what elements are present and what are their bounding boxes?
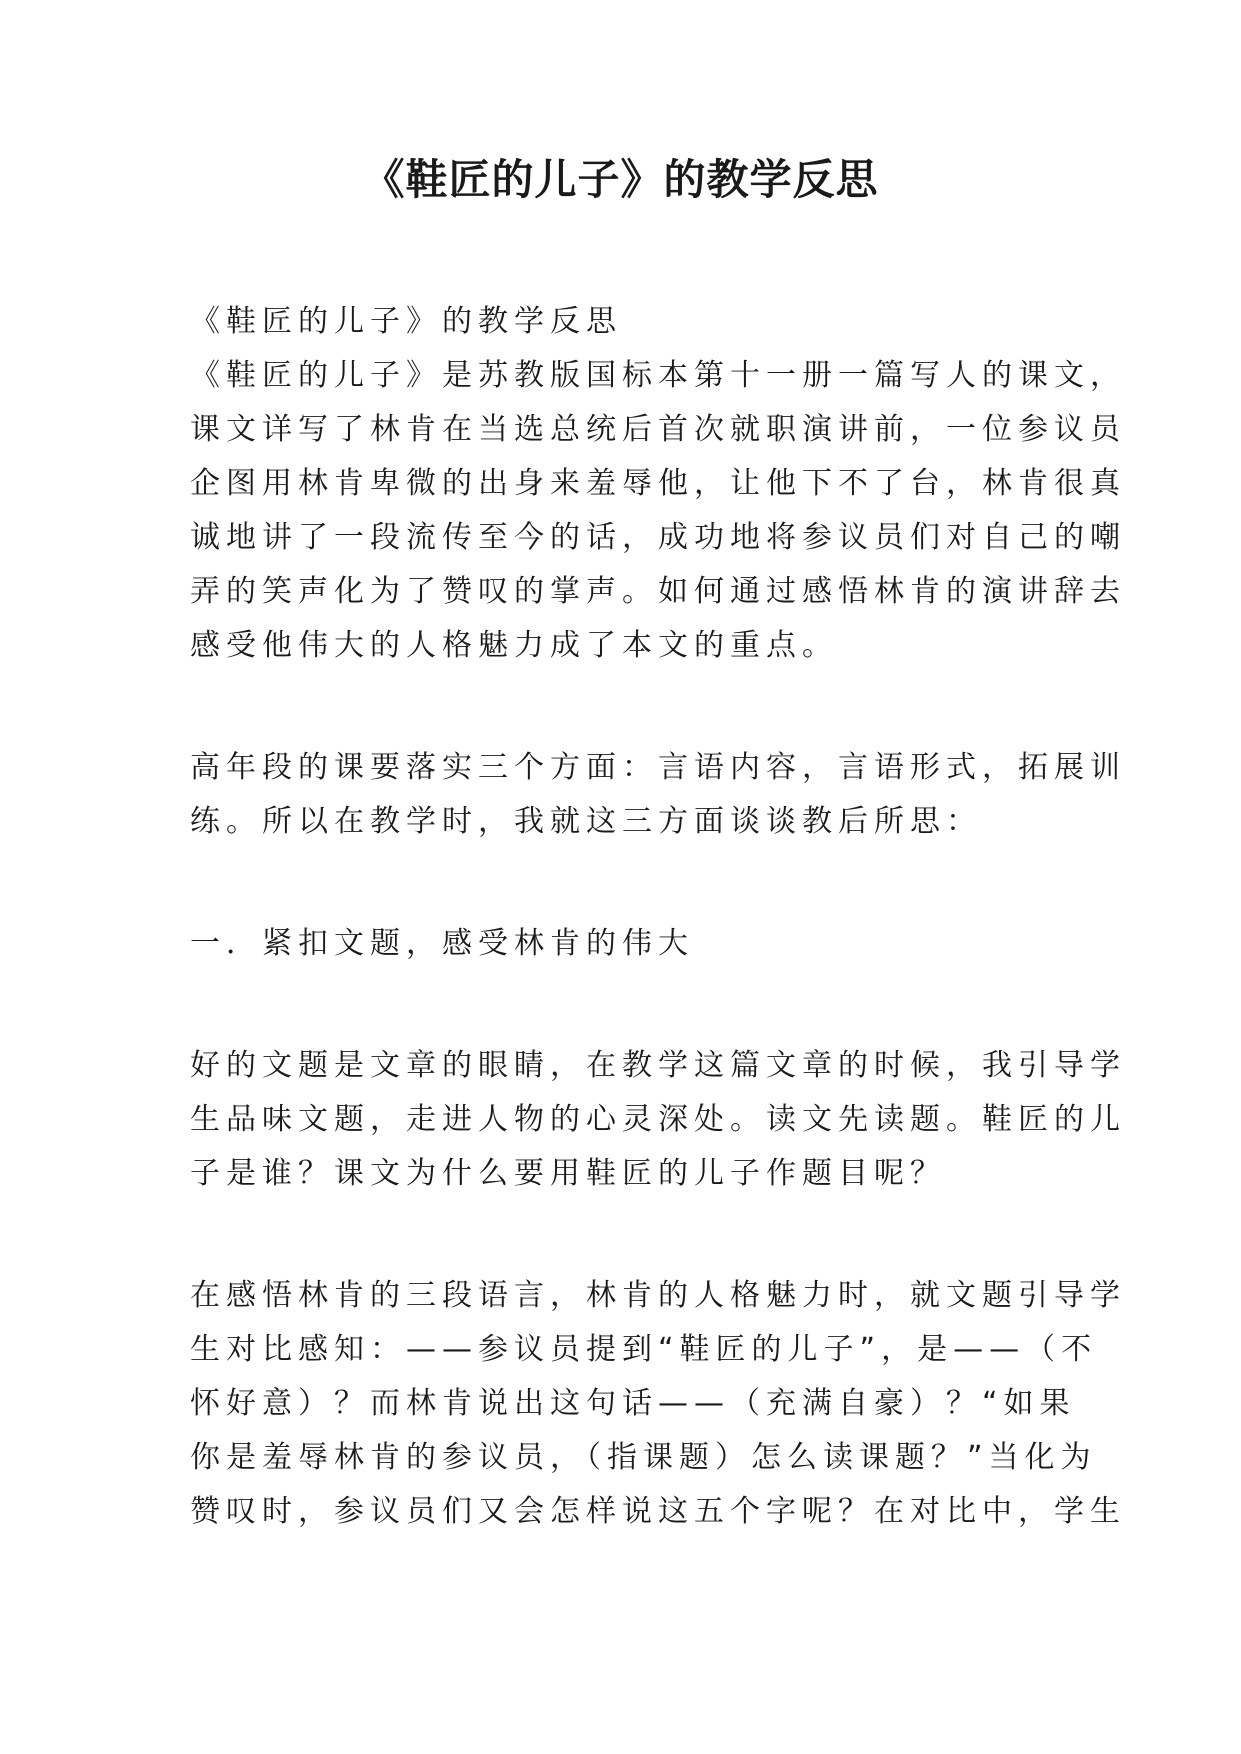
text-line: 赞叹时，参议员们又会怎样说这五个字呢？在对比中，学生: [190, 1494, 1126, 1529]
text-line: 感受他伟大的人格魅力成了本文的重点。: [190, 628, 838, 663]
paragraph-spacer: [190, 971, 1052, 1039]
text-line: 生对比感知：——参议员提到“鞋匠的儿子”，是——（不: [190, 1332, 1098, 1367]
text-line: 课文详写了林肯在当选总统后首次就职演讲前，一位参议员: [190, 412, 1126, 447]
text-line: 诚地讲了一段流传至今的话，成功地将参议员们对自己的嘲: [190, 520, 1126, 555]
text-line: 企图用林肯卑微的出身来羞辱他，让他下不了台，林肯很真: [190, 466, 1126, 501]
text-line: 《鞋匠的儿子》的教学反思: [190, 304, 622, 339]
section-heading-1: [190, 917, 1052, 971]
text-line: 你是羞辱林肯的参议员，（指课题）怎么读课题？”当化为: [190, 1440, 1097, 1475]
paragraph-contrast: [190, 1269, 1126, 1539]
text-line: 在感悟林肯的三段语言，林肯的人格魅力时，就文题引导学: [190, 1278, 1126, 1313]
paragraph-spacer: [190, 673, 1052, 741]
text-line: 一．紧扣文题，感受林肯的伟大: [190, 926, 694, 961]
paragraph-spacer: [190, 1201, 1052, 1269]
paragraph-aspects: [190, 741, 1126, 849]
text-line: 《鞋匠的儿子》是苏教版国标本第十一册一篇写人的课文，: [190, 358, 1126, 393]
text-line: 怀好意）？而林肯说出这句话——（充满自豪）？“如果: [190, 1386, 1076, 1421]
text-line: 子是谁？课文为什么要用鞋匠的儿子作题目呢？: [190, 1156, 946, 1191]
document-title: 《鞋匠的儿子》的教学反思: [362, 155, 879, 204]
text-line: 弄的笑声化为了赞叹的掌声。如何通过感悟林肯的演讲辞去: [190, 574, 1126, 609]
text-line: 练。所以在教学时，我就这三方面谈谈教后所思：: [190, 804, 982, 839]
text-line: 高年段的课要落实三个方面：言语内容，言语形式，拓展训: [190, 750, 1126, 785]
text-line: 生品味文题，走进人物的心灵深处。读文先读题。鞋匠的儿: [190, 1102, 1126, 1137]
text-line: 好的文题是文章的眼睛，在教学这篇文章的时候，我引导学: [190, 1048, 1126, 1083]
paragraph-intro: [190, 295, 1126, 673]
paragraph-spacer: [190, 849, 1052, 917]
paragraph-title-eyes: [190, 1039, 1126, 1201]
document-body: [190, 295, 1126, 1539]
